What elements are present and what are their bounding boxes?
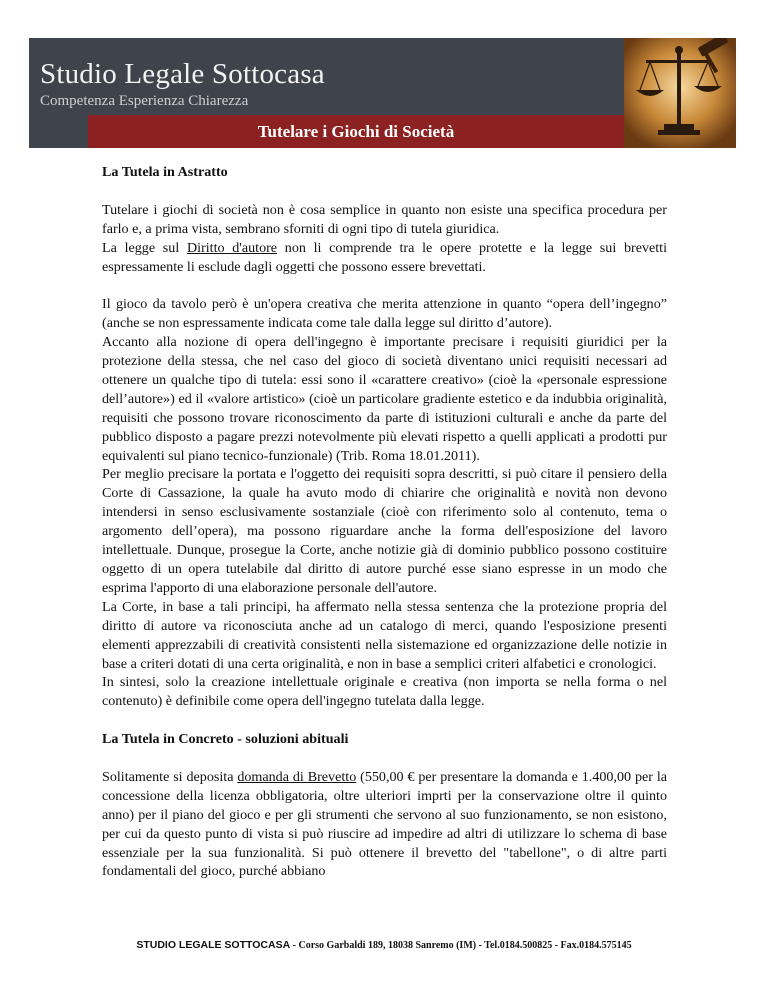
diritto-autore-link[interactable]: Diritto d'autore [186, 239, 278, 256]
paragraph: La Corte, in base a tali principi, ha affermato nella stessa sentenza che la protezione propria del diritto di autore va riconosciuta anche ad un catalogo di merci, quando l'esposizione presenti elementi apprezzabili di creatività consistenti nella sistemazione ed organizzazione delle notizie in base a criteri dotati di una certa originalità, e non in base a semplici criteri alfabetici e cronologici. [102, 598, 667, 672]
paragraph: Per meglio precisare la portata e l'oggetto dei requisiti sopra descritti, si può citare il pensiero della Corte di Cassazione, la quale ha avuto modo di chiarire che originalità e novità non devono intendersi in senso esclusivamente sostanziale (cioè con riferimento solo al contenuto, tema o argomento dell’opera), ma possono riguardare anche la forma dell'esposizione del lavoro intellettuale. Dunque, prosegue la Corte, anche notizie già di dominio pubblico possono costituire oggetto di un opera tutelabile dal diritto di autore purché esse siano espresse in un modo che esprima l'apporto di una elaborazione personale dell'autore. [102, 466, 667, 596]
page-footer [0, 939, 768, 951]
section-heading-concrete: La Tutela in Concreto - soluzioni abituali [102, 731, 349, 748]
footer-contact-details: - Corso Garbaldi 189, 18038 Sanremo (IM) - Tel.0184.500825 - Fax.0184.575145 [290, 940, 632, 951]
paragraph: Accanto alla nozione di opera dell'ingegno è importante precisare i requisiti giuridici per la protezione della stessa, che nel caso del gioco di società diventano unici requisiti necessari ad ottenere un qualche tipo di tutela: essi sono il «carattere creativo» (cioè la «personale espressione dell’autore») ed il «valore artistico» (cioè un particolare gradiente estetico e da indubbia originalità, requisiti che possono trovare riconoscimento da parte di istituzioni culturali e anche da parte del pubblico disposto a pagare prezzi notevolmente più elevati rispetto a quelli applicati a prodotti pur equivalenti sul piano tecnico-funzionale) (Trib. Roma 18.01.2011). [102, 334, 667, 464]
firm-name: Studio Legale Sottocasa [40, 58, 325, 90]
paragraph: Il gioco da tavolo però è un'opera creativa che merita attenzione in quanto “opera dell’ingegno” (anche se non espressamente indicata come tale dalla legge sul diritto d’autore). [102, 296, 667, 332]
section-heading-abstract: La Tutela in Astratto [102, 164, 228, 180]
footer-firm-name: STUDIO LEGALE SOTTOCASA [136, 939, 291, 951]
paragraph: Tutelare i giochi di società non è cosa semplice in quanto non esiste una specifica procedura per farlo e, a prima vista, sembrano sforniti di ogni tipo di tutela giuridica. [102, 201, 667, 237]
paragraph: La legge sul Diritto d'autore non li comprende tra le opere protette e la legge sui brevetti espressamente li esclude dagli oggetti che possono essere brevettati. [102, 239, 667, 275]
paragraph: Solitamente si deposita domanda di Brevetto (550,00 € per presentare la domanda e 1.400,00 per la concessione della licenza obbligatoria, oltre ulteriori imprti per la conservazione oltre il quinto anno) per il piano del gioco e per gli strumenti che servono al suo funzionamento, se non esistono, per cui da questo punto di vista si può riuscire ad impedire ad altri di utilizzare lo schema di base essenziale per la sua funzionalità. Si può ottenere il brevetto del "tabellone", o di altre parti fondamentali del gioco, purché abbiano [102, 768, 668, 880]
scales-of-justice-gavel-icon [624, 38, 736, 148]
paragraph: In sintesi, solo la creazione intellettuale originale e creativa (non importa se nella forma o nel contenuto) è definibile come opera dell'ingegno tutelata dalla legge. [102, 674, 667, 710]
letterhead-banner [29, 38, 736, 148]
document-body [102, 163, 667, 881]
firm-tagline: Competenza Esperienza Chiarezza [40, 93, 249, 109]
domanda-brevetto-link[interactable]: domanda di Brevetto [237, 768, 357, 785]
document-title-band [88, 115, 624, 148]
document-title: Tutelare i Giochi di Società [257, 122, 455, 141]
